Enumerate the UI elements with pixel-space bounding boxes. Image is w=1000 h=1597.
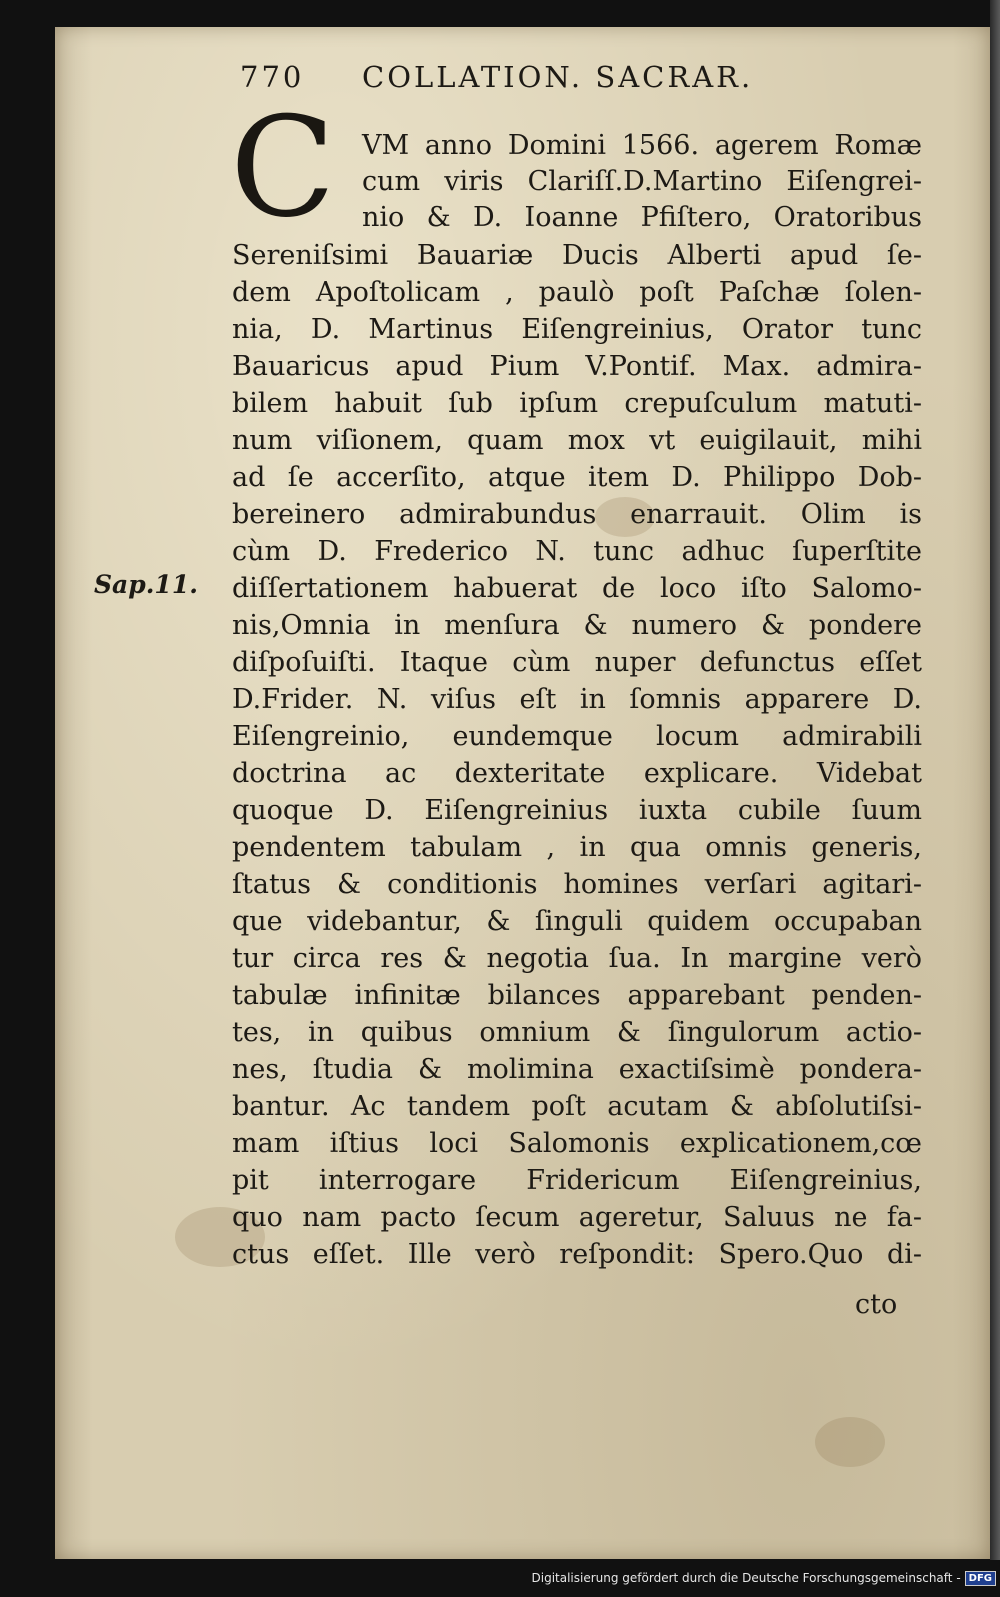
text-line: diſpoſuiſti. Itaque cùm nuper defunctus eſſet [232,647,922,678]
text-line: tes, in quibus omnium & ſingulorum actio- [232,1017,922,1048]
text-line: nes, ſtudia & molimina exactiſsimè pondera- [232,1054,922,1085]
text-line: diſſertationem habuerat de loco iſto Salomo- [232,573,922,604]
drop-cap: C [230,87,336,248]
text-line: bereinero admirabundus enarrauit. Olim is [232,499,922,530]
text-line: nio & D. Ioanne Pfiſtero, Oratoribus [362,202,922,233]
text-line: quo nam pacto ſecum ageretur, Saluus ne fa- [232,1202,922,1233]
text-line: Bauaricus apud Pium V.Pontif. Max. admira- [232,351,922,382]
text-line: ctus eſſet. Ille verò reſpondit: Spero.Quo di- [232,1239,922,1270]
running-head: COLLATION. SACRAR. [362,60,754,94]
text-line: mam iſtius loci Salomonis explicationem,cœ [232,1128,922,1159]
text-line: bilem habuit ſub ipſum crepuſculum matuti- [232,388,922,419]
text-line: que videbantur, & ſinguli quidem occupaban [232,906,922,937]
text-line: Sereniſsimi Bauariæ Ducis Alberti apud ſe- [232,240,922,271]
paper-stain [815,1417,885,1467]
text-line: doctrina ac dexteritate explicare. Videbat [232,758,922,789]
digitization-footer [531,1566,996,1590]
text-line: num viſionem, quam mox vt euigilauit, mihi [232,425,922,456]
text-line: bantur. Ac tandem poſt acutam & abſolutiſsi- [232,1091,922,1122]
text-line: D.Frider. N. viſus eſt in ſomnis apparere D. [232,684,922,715]
text-line: pendentem tabulam , in qua omnis generis, [232,832,922,863]
text-line: VM anno Domini 1566. agerem Romæ [362,130,922,161]
text-line: nia, D. Martinus Eiſengreinius, Orator tunc [232,314,922,345]
text-line: Eiſengreinio, eundemque locum admirabili [232,721,922,752]
dfg-logo: DFG [965,1571,996,1586]
text-line: quoque D. Eiſengreinius iuxta cubile ſuum [232,795,922,826]
text-line: nis,Omnia in menſura & numero & pondere [232,610,922,641]
page-number: 770 [240,60,305,94]
text-line: tur circa res & negotia ſua. In margine verò [232,943,922,974]
text-line: dem Apoſtolicam , paulò poſt Paſchæ ſolen- [232,277,922,308]
text-line: ſtatus & conditionis homines verſari agitari- [232,869,922,900]
text-line: cum viris Clariſſ.D.Martino Eiſengrei- [362,166,922,197]
text-line: cùm D. Frederico N. tunc adhuc ſuperſtite [232,536,922,567]
text-line: pit interrogare Fridericum Eiſengreinius, [232,1165,922,1196]
margin-note: Sap.11. [94,570,198,599]
footer-credit: Digitalisierung gefördert durch die Deutsche Forschungsgemeinschaft - [531,1571,961,1585]
text-line: tabulæ infinitæ bilances apparebant penden- [232,980,922,1011]
text-line: ad ſe accerſito, atque item D. Philippo Dob- [232,462,922,493]
catchword: cto [855,1289,898,1320]
scanner-edge [990,0,1000,1560]
